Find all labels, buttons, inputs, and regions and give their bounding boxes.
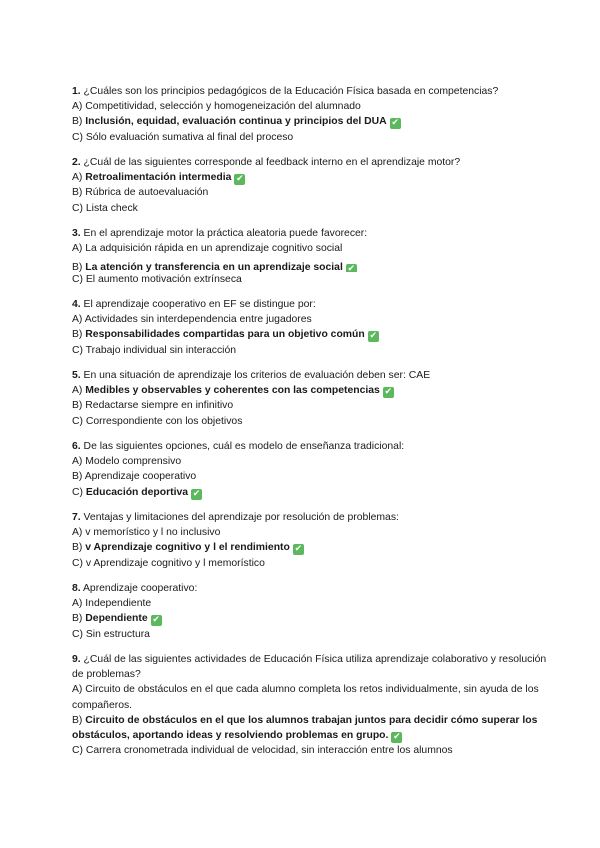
- option-text: Redactarse siempre en infinitivo: [85, 400, 234, 412]
- question-number: 7.: [72, 511, 81, 523]
- answer-option: [72, 414, 552, 429]
- question-text: ¿Cuáles son los principios pedagógicos de la Educación Física basada en competencias?: [80, 86, 499, 97]
- question-5: [72, 368, 552, 429]
- answer-option: [72, 256, 552, 271]
- question-text: Aprendizaje cooperativo:: [80, 582, 198, 594]
- option-text: Carrera cronometrada individual de velocidad, sin interacción entre los alumnos: [85, 745, 453, 757]
- question-2: [72, 155, 552, 216]
- option-label: C): [72, 628, 86, 640]
- option-text: Independiente: [85, 598, 152, 610]
- option-text: Trabajo individual sin interacción: [85, 344, 237, 356]
- option-text: Retroalimentación intermedia: [85, 172, 232, 184]
- question-number: 3.: [72, 228, 81, 239]
- question-text: Ventajas y limitaciones del aprendizaje por resolución de problemas:: [80, 511, 399, 523]
- answer-option: [72, 682, 552, 712]
- option-text: El aumento motivación extrínseca: [85, 273, 242, 285]
- option-text: Lista check: [85, 202, 138, 214]
- question-stem: [72, 581, 552, 596]
- question-number: 9.: [72, 653, 81, 665]
- option-label: A): [72, 527, 86, 539]
- option-text: Responsabilidades compartidas para un objetivo común: [85, 329, 365, 341]
- answer-option: [72, 540, 552, 555]
- option-text: Sin estructura: [85, 628, 150, 640]
- check-mark-icon: ✔: [192, 488, 201, 499]
- question-6: [72, 439, 552, 500]
- option-label: B): [72, 116, 86, 128]
- option-label: C): [72, 415, 86, 427]
- option-text: Actividades sin interdependencia entre jugadores: [84, 314, 312, 326]
- answer-option: [72, 114, 552, 129]
- option-label: B): [72, 613, 86, 625]
- option-text: Educación deportiva: [85, 486, 189, 498]
- answer-option: [72, 454, 552, 469]
- option-text: v memorístico y l no inclusivo: [85, 527, 221, 539]
- check-mark-icon: ✔: [236, 174, 244, 185]
- question-stem: [72, 155, 552, 170]
- option-text: Circuito de obstáculos en el que los alumnos trabajan juntos para decidir cómo superar los obstáculos, aportando ideas y resolviendo problemas en grupo.: [72, 714, 538, 741]
- answer-option: [72, 713, 552, 743]
- option-text: Sólo evaluación sumativa al final del proceso: [85, 131, 294, 143]
- question-number: 1.: [72, 86, 81, 97]
- option-label: A): [72, 243, 86, 255]
- option-label: C): [72, 745, 86, 757]
- answer-option: [72, 383, 552, 398]
- answer-option: [72, 241, 552, 256]
- option-label: C): [72, 557, 86, 569]
- question-text: En una situación de aprendizaje los criterios de evaluación deben ser: CAE: [80, 369, 431, 381]
- option-label: B): [72, 329, 86, 341]
- question-4: [72, 297, 552, 358]
- option-text: v Aprendizaje cognitivo y l memorístico: [85, 557, 265, 569]
- answer-option: [72, 185, 552, 200]
- question-stem: [72, 439, 552, 454]
- answer-option: [72, 398, 552, 413]
- option-label: B): [72, 262, 86, 272]
- question-number: 6.: [72, 440, 81, 452]
- question-number: 2.: [72, 157, 81, 168]
- question-text: De las siguientes opciones, cuál es modelo de enseñanza tradicional:: [80, 440, 405, 452]
- answer-option: [72, 343, 552, 358]
- option-text: Competitividad, selección y homogeneización del alumnado: [85, 101, 361, 113]
- question-3: [72, 226, 552, 287]
- answer-option: [72, 525, 552, 540]
- option-label: A): [72, 172, 86, 184]
- option-text: Aprendizaje cooperativo: [84, 471, 197, 483]
- option-label: A): [72, 684, 86, 696]
- question-number: 5.: [72, 369, 81, 381]
- question-number: 8.: [72, 582, 81, 594]
- question-text: En el aprendizaje motor la práctica aleatoria puede favorecer:: [80, 228, 368, 239]
- option-label: B): [72, 714, 86, 726]
- option-text: Dependiente: [85, 613, 148, 625]
- question-stem: [72, 368, 552, 383]
- answer-option: [72, 130, 552, 145]
- answer-option: [72, 170, 552, 185]
- option-label: C): [72, 344, 86, 356]
- option-label: A): [72, 385, 86, 397]
- option-label: C): [72, 273, 86, 285]
- answer-option: [72, 485, 552, 500]
- answer-option: [72, 201, 552, 216]
- option-label: B): [72, 542, 86, 554]
- question-1: [72, 84, 552, 145]
- question-stem: [72, 297, 552, 312]
- option-label: C): [72, 202, 86, 214]
- option-text: v Aprendizaje cognitivo y l el rendimiento: [85, 542, 290, 554]
- check-mark-icon: ✔: [384, 387, 393, 398]
- question-number: 4.: [72, 298, 81, 310]
- question-7: [72, 510, 552, 571]
- answer-option: [72, 743, 552, 758]
- option-text: La adquisición rápida en un aprendizaje cognitivo social: [85, 243, 343, 255]
- question-text: El aprendizaje cooperativo en EF se distingue por:: [80, 298, 316, 310]
- option-text: Circuito de obstáculos en el que cada alumno completa los retos individualmente, sin ayuda de los compañeros.: [72, 684, 539, 711]
- check-mark-icon: ✔: [391, 118, 399, 129]
- question-stem: [72, 652, 552, 682]
- question-text: ¿Cuál de las siguientes actividades de Educación Física utiliza aprendizaje colaborativo y resolución de problemas?: [72, 653, 547, 681]
- question-8: [72, 581, 552, 642]
- option-text: Inclusión, equidad, evaluación continua y principios del DUA: [85, 116, 387, 128]
- option-label: A): [72, 598, 86, 610]
- option-text: Medibles y observables y coherentes con las competencias: [85, 385, 380, 397]
- check-mark-icon: ✔: [346, 264, 357, 271]
- question-9: [72, 652, 552, 758]
- option-label: A): [72, 101, 86, 113]
- answer-option: [72, 596, 552, 611]
- question-stem: [72, 84, 552, 99]
- answer-option: [72, 272, 552, 287]
- option-label: A): [72, 456, 86, 468]
- question-stem: [72, 510, 552, 525]
- question-stem: [72, 226, 552, 241]
- check-mark-icon: ✔: [369, 331, 377, 342]
- answer-option: [72, 312, 552, 327]
- answer-option: [72, 556, 552, 571]
- option-label: B): [72, 187, 86, 199]
- option-text: Modelo comprensivo: [85, 456, 182, 468]
- answer-option: [72, 327, 552, 342]
- answer-option: [72, 627, 552, 642]
- answer-option: [72, 469, 552, 484]
- question-text: ¿Cuál de las siguientes corresponde al feedback interno en el aprendizaje motor?: [80, 157, 461, 168]
- check-mark-icon: ✔: [393, 732, 401, 742]
- option-label: A): [72, 314, 85, 326]
- answer-option: [72, 611, 552, 626]
- check-mark-icon: ✔: [294, 544, 303, 555]
- option-label: C): [72, 486, 86, 498]
- check-mark-icon: ✔: [152, 615, 160, 626]
- option-label: B): [72, 471, 85, 483]
- option-text: Rúbrica de autoevaluación: [85, 187, 209, 199]
- option-label: B): [72, 400, 86, 412]
- option-text: Correspondiente con los objetivos: [85, 415, 243, 427]
- option-label: C): [72, 131, 86, 143]
- option-text: La atención y transferencia en un aprendizaje social: [85, 262, 343, 272]
- answer-option: [72, 99, 552, 114]
